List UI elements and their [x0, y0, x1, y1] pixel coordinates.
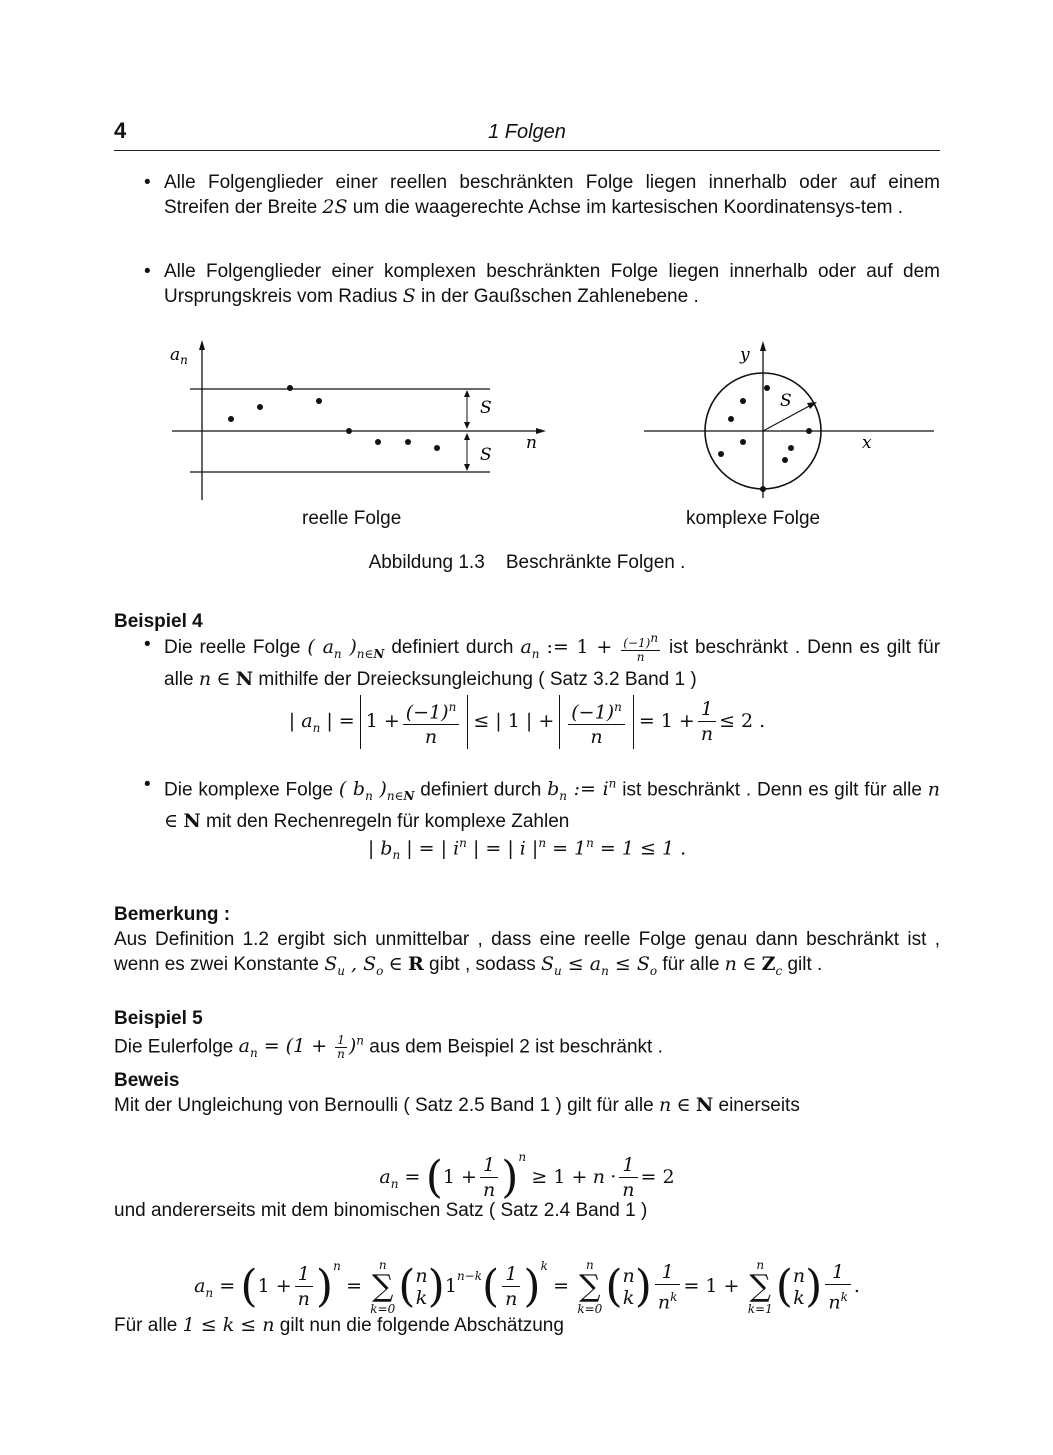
equation-complex-bound: | $b_n$ | = | $i^n$ | = | i $|^n = 1^n = 1 \le 1$ .	[367, 836, 687, 863]
proof-bernoulli-text: Mit der Ungleichung von Bernoulli ( Satz 2.5 Band 1 ) gilt für alle n ∈ N einerseits	[114, 1094, 800, 1116]
heading-bemerkung: Bemerkung :	[114, 904, 231, 925]
bullet-real-bounded: • Alle Folgenglieder einer reellen beschränkten Folge liegen innerhalb oder auf einem Streifen der Breite 2S um die waagerechte Achse im kartesischen Koordinatensys-tem .	[164, 170, 940, 220]
beispiel5-text: Die Eulerfolge $a_n = (1$ + $\frac{1}{n}$ )$^n$ aus dem Beispiel 2 ist beschränkt .	[114, 1032, 663, 1061]
axis-label-x: x	[862, 433, 872, 453]
band-label-upper: S	[480, 398, 492, 418]
beispiel4-item2: • Die komplexe Folge ( $b_n$ )$_{n\in N}$ definiert durch $b_n$ := $i^n$ ist beschränkt . Denn es gilt für alle n ∈ N mit den Rechenregeln für komplexe Zahlen	[164, 772, 940, 834]
bemerkung-text: Aus Definition 1.2 ergibt sich unmittelbar , dass eine reelle Folge genau dann beschränkt ist , wenn es zwei Konstante $S_u$ , $S_o$ ∈ R gibt , sodass $S_u \le a_n \le S_o$ für alle n ∈ $Z_c$ gilt .	[114, 929, 940, 978]
proof-binomial-text: und andererseits mit dem binomischen Satz ( Satz 2.4 Band 1 )	[114, 1200, 648, 1221]
axis-label-n: n	[526, 433, 537, 453]
radius-label: S	[780, 391, 792, 411]
proof-estimate-text: Für alle 1 ≤ k ≤ n gilt nun die folgende Abschätzung	[114, 1314, 564, 1336]
bullet-complex-bounded: • Alle Folgenglieder einer komplexen beschränkten Folge liegen innerhalb oder auf dem Ursprungskreis vom Radius S in der Gaußschen Zahlenebene .	[164, 259, 940, 309]
axis-label-an: $a_n$	[170, 345, 188, 367]
beispiel4-item1: • Die reelle Folge ( $a_n$ )$_{n\in N}$ definiert durch $a_n$ := 1 + $\frac{(-1)^n}{n}$ ist beschränkt . Denn es gilt für alle n ∈ N mithilfe der Dreiecksungleichung ( Satz 3.2 Band 1 )	[164, 632, 940, 692]
axis-label-y: y	[740, 345, 750, 365]
figure-bounded-sequences	[154, 330, 934, 515]
real-sequence-plot	[170, 340, 546, 500]
equation-triangle-inequality: | $a_n$ | = 1 + $\frac{(-1)^n}{n}$ ≤ | 1 | + $\frac{(-1)^n}{n}$ = 1 + $\frac{1}{n}$ ≤ 2 .	[114, 693, 940, 756]
caption-complex-sequence: komplexe Folge	[686, 508, 821, 529]
heading-beweis: Beweis	[114, 1070, 180, 1091]
caption-real-sequence: reelle Folge	[302, 508, 402, 529]
equation-binomial: $a_n = (1$ + $\frac{1}{n}$ )$^n$ = n ∑ k=0 (n $k)1^{n-k}$( $\frac{1}{n}$ )$^k$ = n ∑ k=0 (n k) $\frac{1}{n^k}$ = 1 + n ∑ k=1 (n k) $\frac{1}{n^k}$ .	[194, 1257, 860, 1316]
heading-beispiel-4: Beispiel 4	[114, 611, 203, 632]
complex-sequence-plot	[644, 341, 934, 498]
figure-caption: Abbildung 1.3 Beschränkte Folgen .	[368, 552, 686, 573]
equation-bernoulli: $a_n = (1$ + $\frac{1}{n}$ )$^n$ ≥ 1 + n · $\frac{1}{n}$ = 2	[379, 1150, 675, 1203]
band-label-lower: S	[480, 445, 492, 465]
page-number: 4	[114, 118, 127, 143]
page-header	[114, 118, 940, 151]
heading-beispiel-5: Beispiel 5	[114, 1008, 203, 1029]
chapter-title: 1 Folgen	[488, 121, 566, 143]
